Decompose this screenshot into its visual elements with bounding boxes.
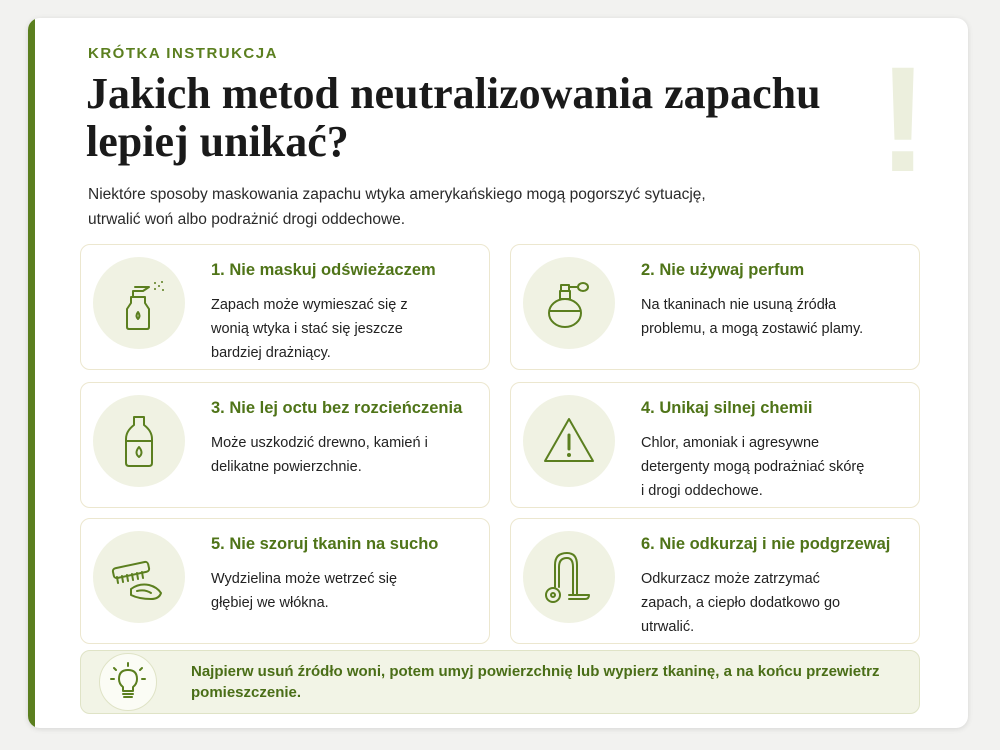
tip-card-5 bbox=[80, 518, 490, 644]
brush-cloth-icon bbox=[109, 547, 169, 607]
page-title: Jakich metod neutralizowania zapachu lepiej unikać? bbox=[86, 69, 821, 166]
spray-bottle-icon bbox=[109, 273, 169, 333]
vacuum-cleaner-icon bbox=[539, 547, 599, 607]
icon-circle bbox=[93, 531, 185, 623]
tip-card-6 bbox=[510, 518, 920, 644]
vinegar-bottle-icon bbox=[109, 411, 169, 471]
tip-card-body: Chlor, amoniak i agresywne detergenty mogą podrażniać skórę i drogi oddechowe. bbox=[641, 435, 865, 499]
kicker-label: KRÓTKA INSTRUKCJA bbox=[88, 45, 278, 62]
icon-circle bbox=[93, 257, 185, 349]
tip-card-2 bbox=[510, 244, 920, 370]
perfume-bottle-icon bbox=[539, 273, 599, 333]
icon-circle bbox=[523, 395, 615, 487]
exclamation-decoration: ! bbox=[878, 35, 928, 203]
summary-tip-banner bbox=[80, 650, 920, 714]
tip-card-body: Wydzielina może wetrzeć się głębiej we włókna. bbox=[211, 571, 398, 611]
lightbulb-icon-circle bbox=[99, 653, 157, 711]
tip-card-title: 5. Nie szoruj tkanin na sucho bbox=[211, 535, 439, 553]
lightbulb-icon bbox=[110, 662, 146, 702]
tip-card-body: Może uszkodzić drewno, kamień i delikatne powierzchnie. bbox=[211, 435, 428, 475]
tip-card-title: 1. Nie maskuj odświeżaczem bbox=[211, 261, 436, 279]
tip-card-title: 3. Nie lej octu bez rozcieńczenia bbox=[211, 399, 463, 417]
icon-circle bbox=[523, 257, 615, 349]
tip-card-body: Odkurzacz może zatrzymać zapach, a ciepło dodatkowo go utrwalić. bbox=[641, 571, 841, 635]
tip-card-body: Na tkaninach nie usuną źródła problemu, a mogą zostawić plamy. bbox=[641, 297, 864, 337]
tip-card-body: Zapach może wymieszać się z wonią wtyka i stać się jeszcze bardziej drażniący. bbox=[211, 297, 408, 361]
icon-circle bbox=[523, 531, 615, 623]
tip-card-title: 4. Unikaj silnej chemii bbox=[641, 399, 813, 417]
subtitle: Niektóre sposoby maskowania zapachu wtyka amerykańskiego mogą pogorszyć sytuację, utrwalić woń albo podrażnić drogi oddechowe. bbox=[88, 186, 706, 228]
icon-circle bbox=[93, 395, 185, 487]
infographic-card bbox=[28, 18, 968, 728]
summary-tip-text: Najpierw usuń źródło woni, potem umyj powierzchnię lub wypierz tkaninę, a na końcu przewietrz pomieszczenie. bbox=[191, 663, 880, 701]
warning-triangle-icon bbox=[539, 411, 599, 471]
tip-card-1 bbox=[80, 244, 490, 370]
accent-bar bbox=[28, 18, 35, 728]
tip-card-title: 2. Nie używaj perfum bbox=[641, 261, 805, 279]
tip-card-4 bbox=[510, 382, 920, 508]
tip-card-3 bbox=[80, 382, 490, 508]
tip-card-title: 6. Nie odkurzaj i nie podgrzewaj bbox=[641, 535, 891, 553]
